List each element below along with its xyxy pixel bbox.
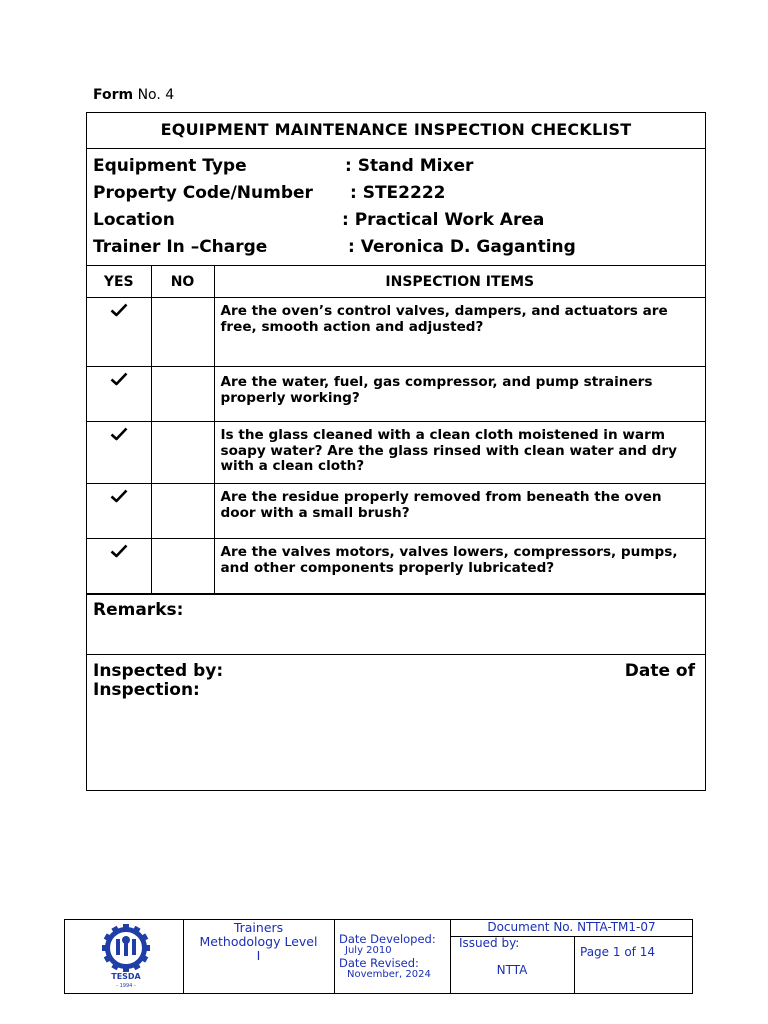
table-row: [87, 422, 705, 484]
document-control: [450, 920, 693, 993]
equipment-info: [87, 149, 705, 266]
yes-cell: [87, 298, 151, 367]
form-number-value: No. 4: [137, 87, 175, 103]
table-header-row: [87, 266, 705, 298]
inspection-item: Are the water, fuel, gas compressor, and pump strainers properly working?: [214, 367, 705, 422]
logo-year: - 1994 -: [116, 983, 136, 989]
date-developed-label: Date Developed:: [339, 932, 436, 946]
tesda-gear-icon: [65, 920, 183, 993]
inspection-label: Inspection:: [93, 680, 200, 700]
checklist-form: [86, 112, 706, 791]
inspection-item: Are the valves motors, valves lowers, compressors, pumps, and other components properly lubricated?: [214, 539, 705, 594]
table-row: [87, 539, 705, 594]
info-value: : Practical Work Area: [342, 210, 545, 230]
info-label: Trainer In –Charge: [93, 237, 268, 257]
inspection-item: Are the residue properly removed from beneath the oven door with a small brush?: [214, 484, 705, 539]
issued-by-label: Issued by:: [459, 936, 520, 950]
document-dates: [334, 920, 451, 993]
no-cell: [151, 422, 214, 484]
document-number: Document No. NTTA-TM1-07: [450, 920, 693, 937]
date-revised-label: Date Revised:: [339, 956, 419, 970]
logo-text: TESDA: [111, 972, 141, 981]
header-inspection-items: INSPECTION ITEMS: [214, 266, 705, 298]
no-cell: [151, 367, 214, 422]
course-title: [183, 920, 335, 993]
check-icon: [110, 544, 128, 558]
header-no: NO: [151, 266, 214, 298]
check-icon: [110, 303, 128, 317]
inspection-item: Is the glass cleaned with a clean cloth moistened in warm soapy water? Are the glass rinsed with clean water and dry with a clean cloth?: [214, 422, 705, 484]
page-number-cell: [574, 936, 693, 993]
course-line-3: I: [256, 948, 261, 963]
no-cell: [151, 484, 214, 539]
page-number: Page 1 of 14: [580, 945, 655, 959]
form-number: [93, 87, 174, 103]
table-row: [87, 484, 705, 539]
check-icon: [110, 427, 128, 441]
yes-cell: [87, 484, 151, 539]
info-value: : Veronica D. Gaganting: [348, 237, 576, 257]
info-value: : Stand Mixer: [345, 156, 474, 176]
check-icon: [110, 489, 128, 503]
info-label: Equipment Type: [93, 156, 247, 176]
date-of-label: Date of: [624, 661, 695, 681]
document-footer: [64, 919, 693, 994]
issued-by-value: NTTA: [496, 963, 528, 977]
header-yes: YES: [87, 266, 151, 298]
form-label: Form: [93, 87, 134, 103]
remarks-section: [87, 594, 705, 655]
issued-by-cell: [450, 936, 575, 993]
table-row: [87, 298, 705, 367]
info-label: Property Code/Number: [93, 183, 313, 203]
yes-cell: [87, 422, 151, 484]
inspection-table: [87, 266, 705, 594]
no-cell: [151, 298, 214, 367]
inspected-by-label: Inspected by:: [93, 661, 224, 681]
no-cell: [151, 539, 214, 594]
course-line-1: Trainers: [233, 920, 284, 935]
date-revised: November, 2024: [347, 969, 431, 980]
info-value: : STE2222: [350, 183, 446, 203]
inspection-item: Are the oven’s control valves, dampers, and actuators are free, smooth action and adjusted?: [214, 298, 705, 367]
form-title: EQUIPMENT MAINTENANCE INSPECTION CHECKLIST: [87, 113, 705, 149]
remarks-label: Remarks:: [93, 600, 184, 620]
yes-cell: [87, 367, 151, 422]
yes-cell: [87, 539, 151, 594]
date-developed: July 2010: [345, 945, 392, 956]
check-icon: [110, 372, 128, 386]
course-line-2: Methodology Level: [199, 934, 318, 949]
tesda-logo: [65, 920, 184, 993]
info-label: Location: [93, 210, 175, 230]
table-row: [87, 367, 705, 422]
